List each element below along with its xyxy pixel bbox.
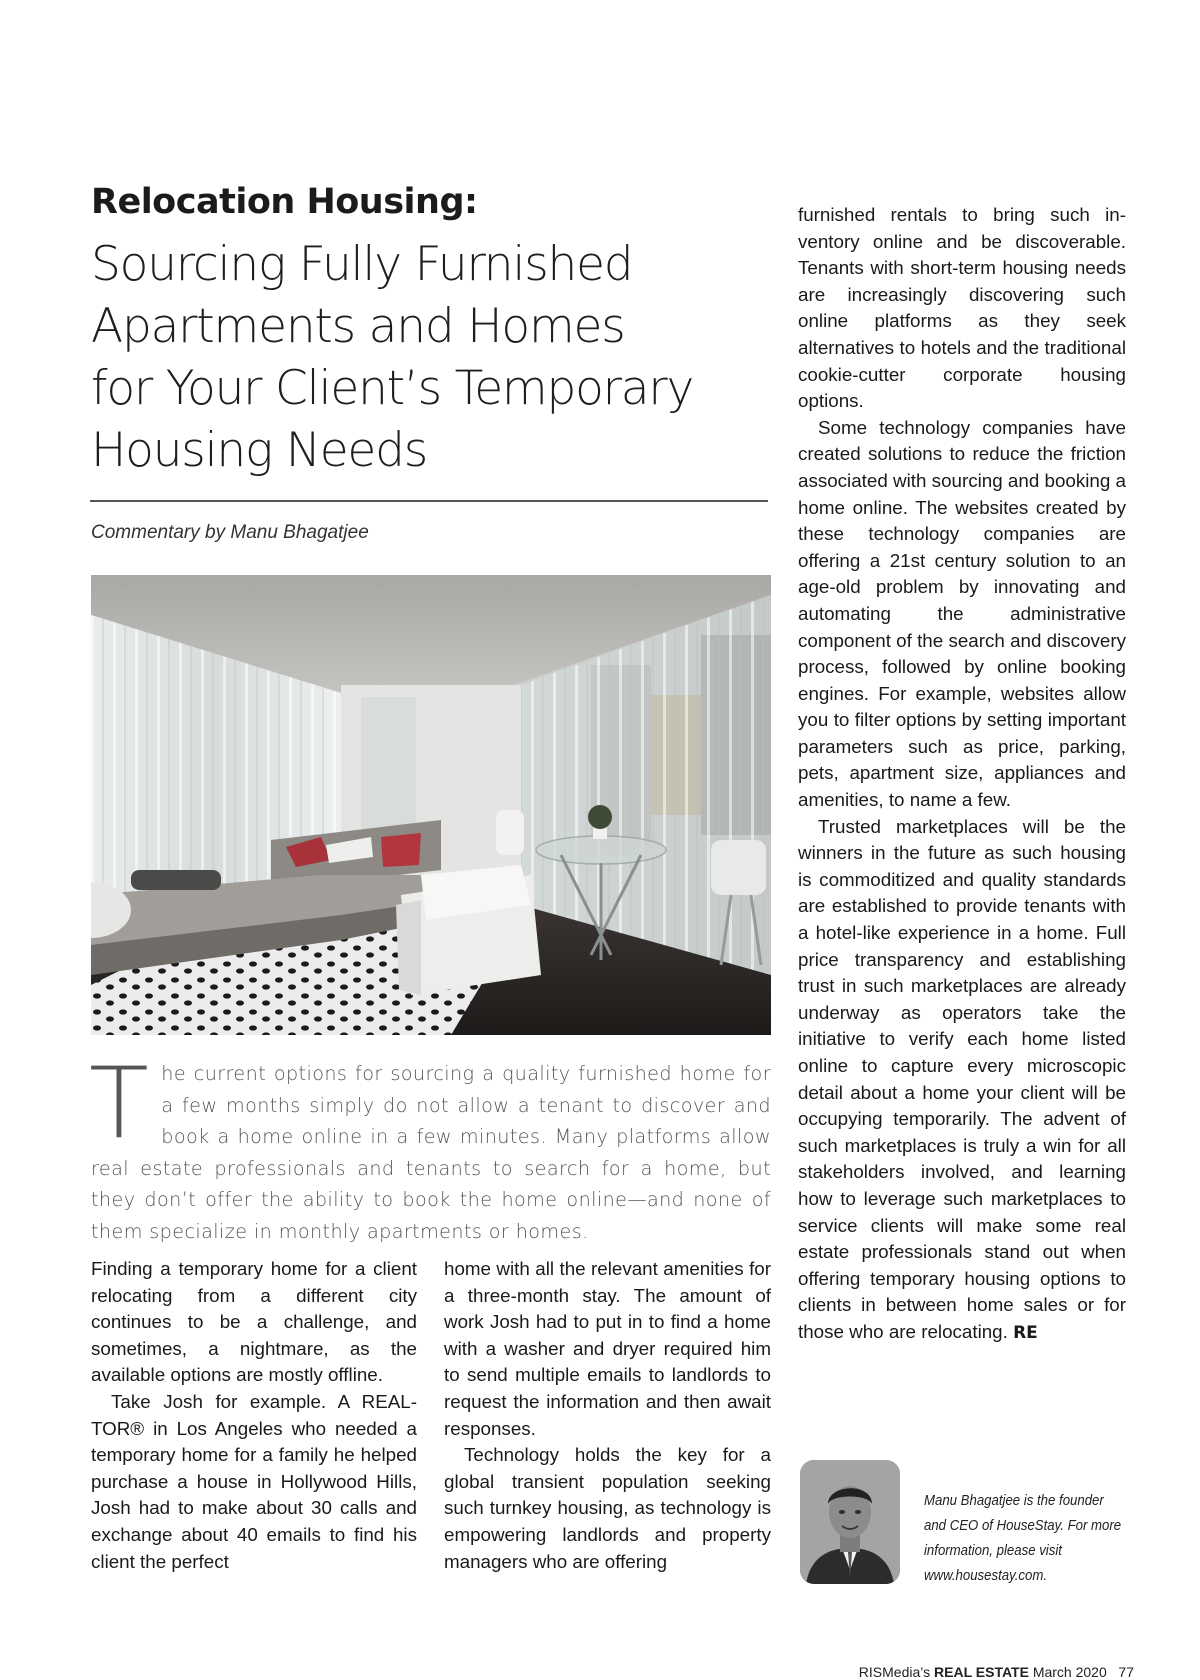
body-paragraph: Finding a temporary home for a client relocating from a different city continues to be a challenge, and sometimes, a nightmare, as the available options are mostly offline. [91,1258,417,1386]
author-bio-line: www.housestay.com. [924,1567,1048,1584]
lede-paragraph [89,1047,771,1247]
body-paragraph: Technology holds the key for a global transient population seeking such turnkey housing, as technology is empowering landlords and property managers who are offering [444,1444,771,1572]
drop-cap: T [89,1047,150,1161]
article-headline [91,234,771,482]
lede-text: he current options for sourcing a quality furnished home for a few months simply do not allow a tenant to discover and book a home online in a few minutes. Many platforms allow real estate professionals and tenants to search for a home, but they don’t offer the ability to book the home online—and none of them specialize in monthly apartments or homes. [91,1062,771,1243]
footer-magazine: REAL ESTATE [934,1664,1029,1680]
headline-line: Housing Needs [91,423,428,478]
body-paragraph: home with all the relevant amenities for a three-month stay. The amount of work Josh had to put in to find a home with a washer and dryer required him to send multiple emails to landlords to request the information and then await responses. [444,1258,771,1439]
author-photo [800,1460,900,1584]
author-bio-line: and CEO of HouseStay. For more [924,1517,1122,1534]
page-number: 77 [1118,1664,1134,1680]
body-paragraph-final [798,814,1126,1347]
body-paragraph: Take Josh for example. A REALTOR® in Los Angeles who needed a temporary home for a family he helped purchase a house in Hollywood Hills, Josh had to make about 30 calls and exchange about 40 emails to find his client the perfect [91,1390,417,1572]
page-footer [859,1664,1134,1680]
body-column-3 [798,202,1126,1347]
headline-line: for Your Client’s Temporary [91,361,694,416]
title-block [91,178,771,482]
headline-line: Apartments and Homes [91,299,625,354]
hero-photo-living-room [91,575,771,1035]
body-column-2 [444,1256,771,1575]
headline-line: Sourcing Fully Furnished [91,237,633,292]
body-column-1 [91,1256,417,1575]
article-kicker: Relocation Housing: [91,182,478,222]
author-bio [924,1488,1122,1588]
author-bio-line: information, please visit [924,1542,1062,1559]
footer-issue: March 2020 [1032,1664,1107,1680]
living-room-illustration [91,575,771,1035]
final-paragraph-text: Trusted marketplaces will be the winners in the future as such housing is commoditized and quality standards are established to provide tenants with a hotel-like experience in a home. Full price transparency and establishing trust in such marketplaces are already underway as operators take the initiative to verify each home listed online to capture every microscopic detail about a home your client will be occupying temporarily. The advent of such marketplaces is truly a win for all stakeholders involved, and learning how to leverage such marketplaces to service clients will make some real estate professionals stand out when offering temporary housing options to clients in between home sales or for those who are relocating. [798,815,1126,1342]
body-paragraph: furnished rentals to bring such inventory online and be discoverable. Tenants with short-term housing needs are increasingly discovering such online platforms as they seek alternatives to hotels and the traditional cookie-cutter corporate housing options. [798,204,1126,412]
author-portrait [800,1460,900,1584]
end-mark: RE [1013,1322,1038,1343]
body-paragraph: Some technology companies have created solutions to reduce the friction associated with sourcing and booking a home online. The websites created by these technology companies are offering a 21st century solution to an age-old problem by innovating and automating the administrative component of the search and discovery process, followed by online booking engines. For example, websites allow you to filter options by setting important parameters such as price, parking, pets, apartment size, appliances and amenities, to name a few. [798,416,1126,811]
footer-publication: RISMedia’s [858,1664,931,1680]
author-bio-line: Manu Bhagatjee is the founder [924,1492,1104,1509]
byline: Commentary by Manu Bhagatjee [91,522,369,543]
title-divider [90,500,768,502]
